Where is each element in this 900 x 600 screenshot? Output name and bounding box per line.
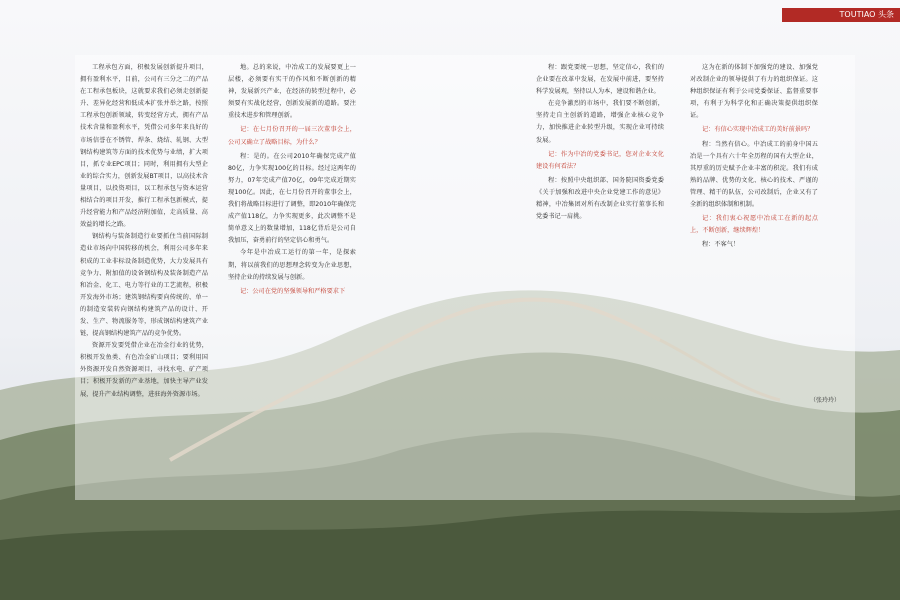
paragraph: 资源开发要凭借企业在冶金行业的优势，积极开发鱼类、有色冶金矿山项目；要利用国外资源开发自然资源项目，寻找水电、矿产项目；积极开发新的产业基地，加快主导产业发展，提升产业结构调整，进驻海外资源市场。 <box>80 342 208 398</box>
interview-question: 记：作为中冶的党委书记，您对企业文化建设有何看法？ <box>536 150 664 170</box>
interview-question: 记：在七月份召开的一届三次董事会上，公司又确立了战略目标，为什么？ <box>228 126 356 146</box>
paragraph: 程：不客气！ <box>702 241 740 249</box>
author-signature: （张玲玲） <box>809 397 840 404</box>
interview-question: 记：我们衷心祝愿中冶成工在新的起点上，不断创新，继续辉煌！ <box>690 215 818 235</box>
paragraph: 程：当然有信心。中冶成工的前身中国五冶是一个具有六十年全历程的国有大型企业，其厚重的历史赋予企业丰富的积淀。我们有成熟的品牌、优势的文化、核心的技术、严谨的管理、精干的队伍，公司改制后，企业又有了全新的组织体制和机制。 <box>690 140 818 209</box>
paragraph: 这为在新的体制下加强党的建设、加强党对改制企业的领导提供了有力的组织保证。这种组织保证有利于公司党委保证、监督重要事项，有利于为科学化和正确决策提供组织保证。 <box>690 64 818 120</box>
interview-question: 记：公司在党的坚强领导和严格要求下 <box>240 287 346 295</box>
paragraph: 工程承包方面，积极发展创新提升项目，拥有盈利水平，目前，公司有三分之二的产品在工程承包板块，这就要求我们必须走创新提升、差异化经营和低成本扩张并举之路，按照工程承包创新领域，转变经营方式，拥有产品技术含量和盈利水平，凭借公司多年来良好的市场信誉在不锈管、焊条、烧结、轧钢、大型钢结构建筑等方面的技术优势与业绩，扩大项目，抓专业EPC项目；同时，利用拥有大型企业的综合实力，创新发展BT项目，以高技术含量项目，以投资项目，以工程承包与资本运营相结合的项目开发，推行工程承包新模式，提升经营能力和产品经济附加值，走高质量、高效益的增长之路。 <box>80 64 208 229</box>
paragraph: 在竞争激烈的市场中，我们要不断创新，坚持走自主创新的道路，增强企业核心竞争力，加快推进企业转型升级，实现企业可持续发展。 <box>536 100 664 144</box>
paragraph: 地。总的来说，中冶成工的发展要更上一层楼，必须要有实干的作风和不断创新的精神，发展新兴产业，在经济的转型过程中，必须要有实战化经营，创新发展新的道路。要注重技术进步和管理创新。 <box>228 64 356 120</box>
interview-question: 记：有信心实现中冶成工的美好前景吗？ <box>702 126 814 134</box>
column-1 <box>80 62 208 401</box>
paragraph: 程：是的。在公司2010年确保完成产值80亿，力争实现100亿的目标。经过这两年的努力，07年完成产值70亿，09年完成近期实现100亿。因此，在七月份召开的董事会上，我们将战略目标进行了调整，即2010年确保完成产值118亿，力争实现更多，此次调整不是简单意义上的数量增加，118亿背后是公司自我加压，奋勇前行的坚定信心和勇气。 <box>228 152 356 245</box>
column-3 <box>536 62 664 223</box>
column-2 <box>228 62 356 300</box>
paragraph: 程：按照中央组织部、国务院国资委党委《关于加强和改进中央企业党建工作的意见》精神，中冶集团对所有改制企业实行董事长和党委书记一肩挑。 <box>536 176 664 221</box>
paragraph: 今年是中冶成工运行的第一年，是探索期，将以前我们的思想理念转变为企业思想，坚持企业的持续发展与创新。 <box>228 249 356 281</box>
paragraph: 程：跟党要统一思想，坚定信心，我们的企业要在改革中发展，在发展中前进，要坚持科学发展观，坚持以人为本，建设和谐企业。 <box>536 64 664 96</box>
column-4 <box>690 62 818 251</box>
paragraph: 钢结构与装备制造行业要抓住当前国际制造业市场向中国转移的机会，利用公司多年来积成的工业非标设备制造优势，大力发展具有竞争力、附加值的设备钢结构及装备制造产品和冶金、化工、电力等行业的工艺流程，积极开发海外市场；建筑钢结构要向传统的、单一的制造安装转向钢结构建筑产品的设计、开发、生产、物流服务等，形成钢结构建筑产业链，提高钢结构建筑产品的竞争优势。 <box>80 233 208 338</box>
section-header-label: TOUTIAO 头条 <box>782 8 900 22</box>
